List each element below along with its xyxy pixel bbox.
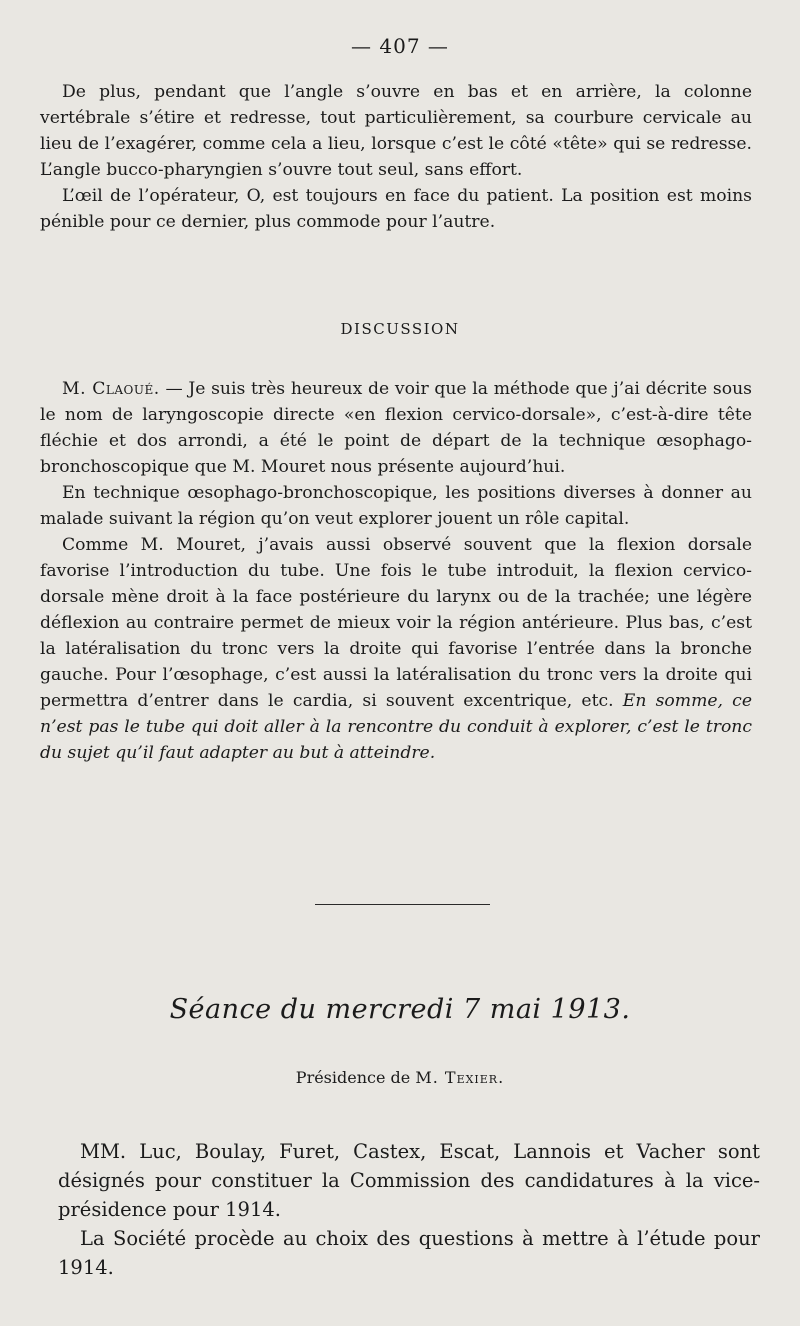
session-paragraph-2: La Société procède au choix des questions à mettre à l’étude pour 1914. [58, 1227, 760, 1279]
president-name: M. Texier. [415, 1068, 505, 1087]
speaker-name: M. Claoué. [62, 379, 160, 399]
discussion-paragraph-1 [40, 376, 752, 480]
page-number: — 407 — [351, 34, 449, 58]
session-title: Séance du mercredi 7 mai 1913. [169, 994, 631, 1025]
session-body [58, 1137, 760, 1282]
discussion-paragraph-2: En technique œsophago-bronchoscopique, les positions diverses à donner au malade suivant la région qu’on veut explorer jouent un rôle capital. [40, 483, 752, 529]
presidency-prefix: Présidence de [295, 1068, 416, 1087]
section-divider [315, 904, 490, 905]
discussion-section [40, 376, 752, 766]
discussion-conclusion-italic: En somme, ce n’est pas le tube qui doit aller à la rencontre du conduit à explorer, c’est le tronc du sujet qu’il faut adapter au but à atteindre. [40, 691, 752, 763]
presidency-line [0, 1068, 800, 1087]
discussion-paragraph-3-text: Comme M. Mouret, j’avais aussi observé souvent que la flexion dorsale favorise l’introduction du tube. Une fois le tube introduit, la flexion cervico-dorsale mène droit à la face postérieure du larynx ou de la trachée; une légère déflexion au contraire permet de mieux voir la région antérieure. Plus bas, c’est la latéralisation du tronc vers la droite qui favorise l’entrée dans la bronche gauche. Pour l’œsophage, c’est aussi la latéralisation du tronc vers la droite qui permettra d’entrer dans le cardia, si souvent excentrique, etc. [40, 535, 752, 711]
session-paragraph-1: MM. Luc, Boulay, Furet, Castex, Escat, Lannois et Vacher sont désignés pour constituer la Commission des candidatures à la vice-présidence pour 1914. [58, 1140, 760, 1221]
intro-paragraph-2: L’œil de l’opérateur, O, est toujours en face du patient. La position est moins pénible pour ce dernier, plus commode pour l’autre. [40, 186, 752, 232]
intro-section [40, 79, 752, 235]
discussion-paragraph-3 [40, 532, 752, 766]
discussion-heading: DISCUSSION [340, 320, 460, 338]
discussion-paragraph-1-text: — Je suis très heureux de voir que la méthode que j’ai décrite sous le nom de laryngoscopie directe «en flexion cervico-dorsale», c’est-à-dire tête fléchie et dos arrondi, a été le point de départ de la technique œsophago-bronchoscopique que M. Mouret nous présente aujourd’hui. [40, 379, 752, 477]
intro-paragraph-1: De plus, pendant que l’angle s’ouvre en bas et en arrière, la colonne vertébrale s’étire et redresse, tout particulièrement, sa courbure cervicale au lieu de l’exagérer, comme cela a lieu, lorsque c’est le côté «tête» qui se redresse. L’angle bucco-pharyngien s’ouvre tout seul, sans effort. [40, 82, 752, 180]
